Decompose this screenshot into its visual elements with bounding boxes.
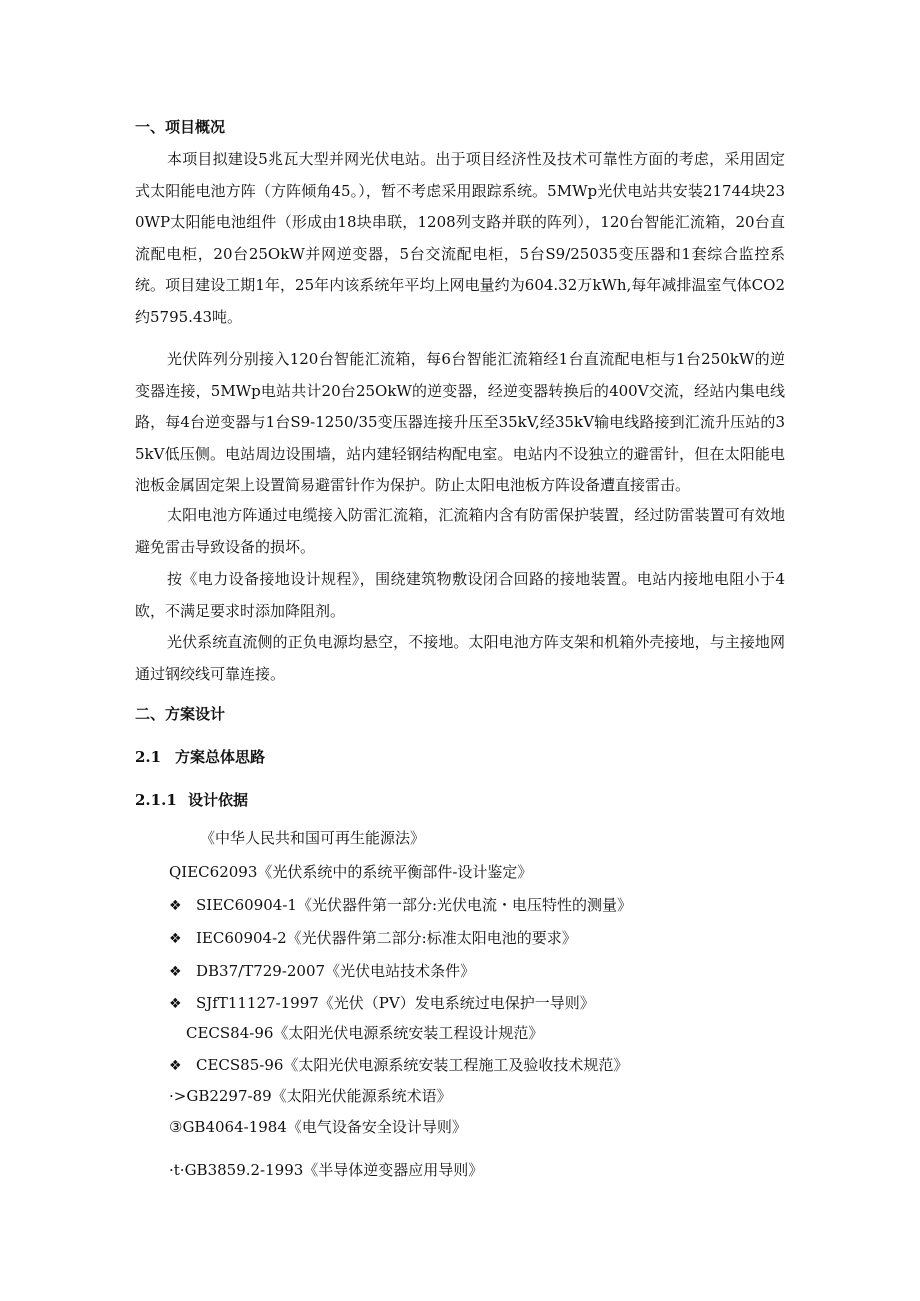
section-2-heading: 二、方案设计	[135, 705, 226, 723]
reference-text: 《中华人民共和国可再生能源法》	[200, 829, 426, 847]
section-title: 方案总体思路	[175, 748, 266, 766]
reference-item	[169, 1160, 483, 1180]
section-1-heading: 一、项目概况	[135, 118, 226, 136]
reference-text: IEC60904-2《光伏器件第二部分:标准太阳电池的要求》	[196, 929, 577, 947]
paragraph-dc-side: 光伏系统直流侧的正负电源均悬空，不接地。太阳电池方阵支架和机箱外壳接地，与主接地网通过钢绞线可靠连接。	[135, 633, 785, 683]
reference-item	[169, 895, 632, 916]
reference-item	[200, 828, 425, 848]
section-number: 2.1.1	[135, 791, 177, 809]
diamond-bullet-icon: ❖	[169, 898, 182, 914]
section-2-1-heading	[135, 747, 265, 767]
diamond-bullet-icon: ❖	[169, 1058, 182, 1074]
reference-text: CECS85-96《太阳光伏电源系统安装工程施工及验收技术规范》	[196, 1056, 629, 1074]
reference-item	[169, 862, 532, 882]
reference-text: SJfT11127-1997《光伏（PV）发电系统过电保护一导则》	[196, 994, 595, 1012]
paragraph-grounding: 按《电力设备接地设计规程》，围绕建筑物敷设闭合回路的接地装置。电站内接地电阻小于4欧，不满足要求时添加降阻剂。	[135, 570, 785, 620]
paragraph-project-overview: 本项目拟建设5兆瓦大型并网光伏电站。出于项目经济性及技术可靠性方面的考虑，采用固定式太阳能电池方阵（方阵倾角45。），暂不考虑采用跟踪系统。5MWp光伏电站共安装21744块230WP太阳能电池组件（形成由18块串联，1208列支路并联的阵列），120台智能汇流箱，20台直流配电柜，20台25OkW并网逆变器，5台交流配电柜，5台S9/25035变压器和1套综合监控系统。项目建设工期1年，25年内该系统年平均上网电量约为604.32万kWh,每年减排温室气体CO2约5795.43吨。	[135, 150, 785, 326]
paragraph-pv-array: 光伏阵列分别接入120台智能汇流箱，每6台智能汇流箱经1台直流配电柜与1台250kW的逆变器连接，5MWp电站共计20台25OkW的逆变器，经逆变器转换后的400V交流，经站内集电线路，每4台逆变器与1台S9-1250/35变压器连接升压至35kV,经35kV输电线路接到汇流升压站的35kV低压侧。电站周边设围墙，站内建轻钢结构配电室。电站内不设独立的避雷针，但在太阳能电池板金属固定架上设置简易避雷针作为保护。防止太阳电池板方阵设备遭直接雷击。	[135, 350, 785, 494]
section-number: 2.1	[135, 748, 162, 766]
reference-text: QIEC62093《光伏系统中的系统平衡部件-设计鉴定》	[169, 863, 533, 881]
reference-item	[169, 993, 595, 1014]
reference-item	[169, 1086, 452, 1106]
reference-item	[169, 928, 577, 949]
reference-item	[169, 961, 475, 982]
paragraph-lightning: 太阳电池方阵通过电缆接入防雷汇流箱，汇流箱内含有防雷保护装置，经过防雷装置可有效地避免雷击导致设备的损坏。	[135, 506, 785, 556]
reference-text: ·>GB2297-89《太阳光伏能源系统术语》	[169, 1087, 452, 1105]
diamond-bullet-icon: ❖	[169, 964, 182, 980]
reference-text: CECS84-96《太阳光伏电源系统安装工程设计规范》	[186, 1024, 544, 1042]
section-title: 设计依据	[188, 791, 249, 809]
diamond-bullet-icon: ❖	[169, 931, 182, 947]
reference-item	[186, 1023, 543, 1043]
section-2-1-1-heading	[135, 790, 248, 810]
reference-text: ·t·GB3859.2-1993《半导体逆变器应用导则》	[169, 1161, 484, 1179]
reference-item	[169, 1117, 467, 1137]
reference-item	[169, 1055, 628, 1076]
reference-text: ③GB4064-1984《电气设备安全设计导则》	[169, 1118, 467, 1136]
diamond-bullet-icon: ❖	[169, 996, 182, 1012]
reference-text: SIEC60904-1《光伏器件第一部分:光伏电流・电压特性的测量》	[196, 896, 633, 914]
reference-text: DB37/T729-2007《光伏电站技术条件》	[196, 962, 476, 980]
